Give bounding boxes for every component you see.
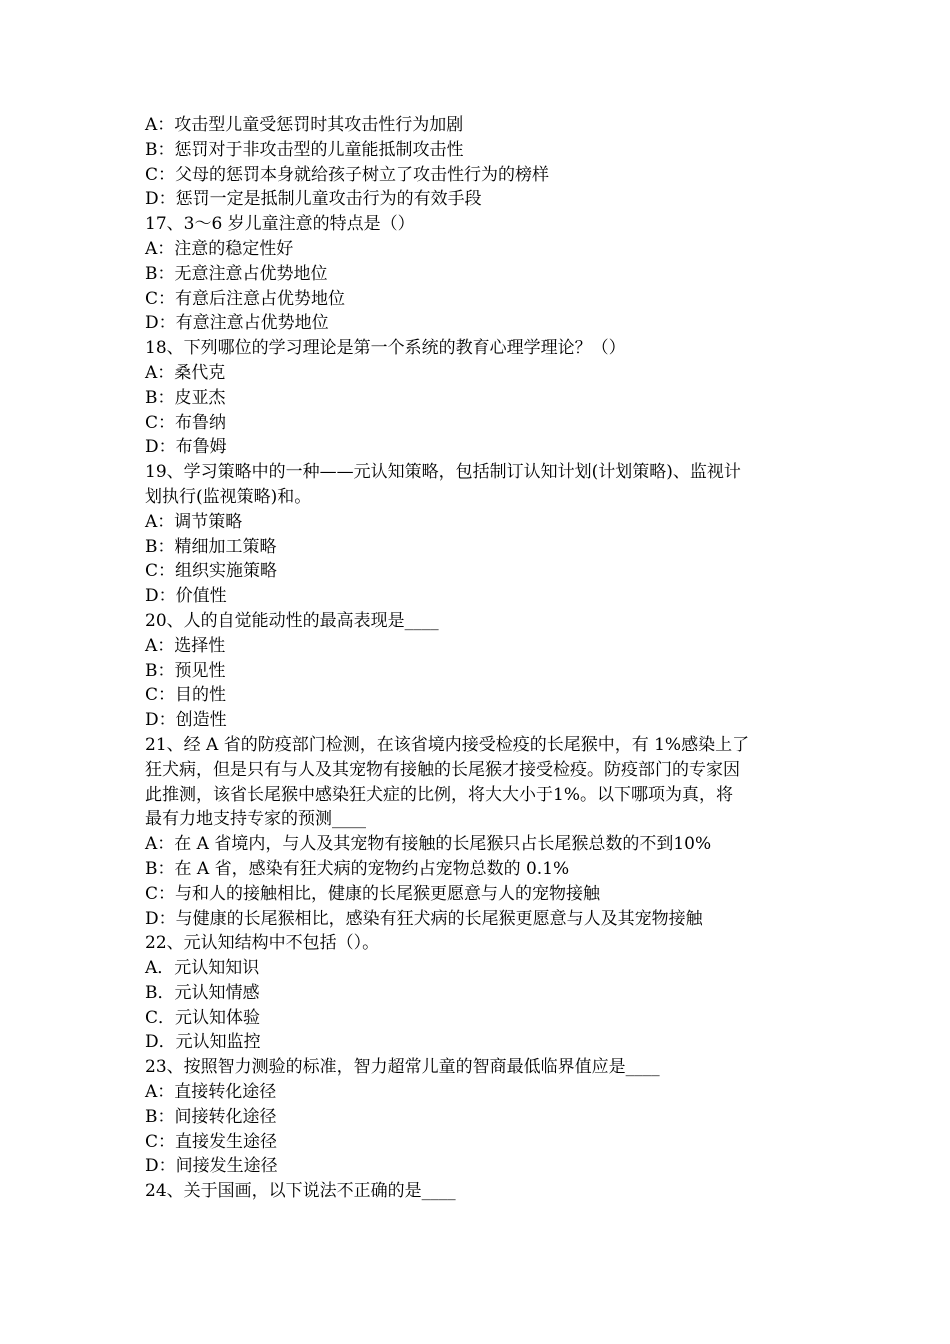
text-line: D：惩罚一定是抵制儿童攻击行为的有效手段 — [145, 189, 482, 210]
text-line: A：调节策略 — [145, 511, 243, 532]
text-line: C：父母的惩罚本身就给孩子树立了攻击性行为的榜样 — [145, 164, 550, 185]
text-line: D：与健康的长尾猴相比，感染有狂犬病的长尾猴更愿意与人及其宠物接触 — [145, 908, 703, 929]
document-body — [145, 113, 815, 1204]
text-line: C：组织实施策略 — [145, 561, 278, 582]
text-line: C：直接发生途径 — [145, 1131, 278, 1152]
question-22: 22、元认知结构中不包括（）。 — [145, 933, 380, 954]
question-20: 20、人的自觉能动性的最高表现是____ — [145, 610, 439, 631]
text-line: B．元认知情感 — [145, 982, 260, 1003]
question-17: 17、3～6 岁儿童注意的特点是（） — [145, 214, 415, 235]
text-line: A：桑代克 — [145, 362, 226, 383]
question-18: 18、下列哪位的学习理论是第一个系统的教育心理学理论？（） — [145, 338, 626, 359]
text-line: 最有力地支持专家的预测____ — [145, 809, 366, 830]
text-line: C：目的性 — [145, 685, 227, 706]
text-line: B：精细加工策略 — [145, 536, 277, 557]
text-line: A：在 A 省境内，与人及其宠物有接触的长尾猴只占长尾猴总数的不到10% — [145, 834, 712, 855]
text-line: B：皮亚杰 — [145, 387, 226, 408]
text-line: D：价值性 — [145, 586, 227, 607]
text-line: D：有意注意占优势地位 — [145, 313, 329, 334]
text-line: A：攻击型儿童受惩罚时其攻击性行为加剧 — [145, 115, 464, 135]
text-line: A：注意的稳定性好 — [145, 238, 294, 259]
text-line: D．元认知监控 — [145, 1032, 261, 1053]
text-line: B：预见性 — [145, 660, 226, 681]
text-line: A：选择性 — [145, 635, 226, 656]
text-line: D：创造性 — [145, 710, 227, 731]
text-line: 此推测，该省长尾猴中感染狂犬症的比例，将大大小于1%。以下哪项为真，将 — [145, 784, 733, 805]
text-line: D：布鲁姆 — [145, 437, 227, 458]
question-23: 23、按照智力测验的标准，智力超常儿童的智商最低临界值应是____ — [145, 1057, 660, 1078]
text-line: D：间接发生途径 — [145, 1156, 278, 1177]
question-24: 24、关于国画，以下说法不正确的是____ — [145, 1181, 456, 1202]
text-line: B：惩罚对于非攻击型的儿童能抵制攻击性 — [145, 139, 464, 160]
question-21: 21、经 A 省的防疫部门检测，在该省境内接受检疫的长尾猴中，有 1%感染上了 — [145, 734, 750, 755]
text-line: 划执行(监视策略)和。 — [145, 486, 312, 507]
text-line: A：直接转化途径 — [145, 1082, 277, 1103]
text-line: C：布鲁纳 — [145, 412, 227, 433]
question-19: 19、学习策略中的一种——元认知策略，包括制订认知计划(计划策略)、监视计 — [145, 462, 741, 483]
text-line: B：间接转化途径 — [145, 1106, 277, 1127]
text-line: A．元认知知识 — [145, 958, 260, 979]
text-line: 狂犬病，但是只有与人及其宠物有接触的长尾猴才接受检疫。防疫部门的专家因 — [145, 759, 740, 780]
text-line: C．元认知体验 — [145, 1007, 261, 1028]
text-line: B：无意注意占优势地位 — [145, 263, 328, 284]
text-line: C：与和人的接触相比，健康的长尾猴更愿意与人的宠物接触 — [145, 883, 601, 904]
text-line: C：有意后注意占优势地位 — [145, 288, 346, 309]
text-line: B：在 A 省，感染有狂犬病的宠物约占宠物总数的 0.1% — [145, 858, 570, 879]
